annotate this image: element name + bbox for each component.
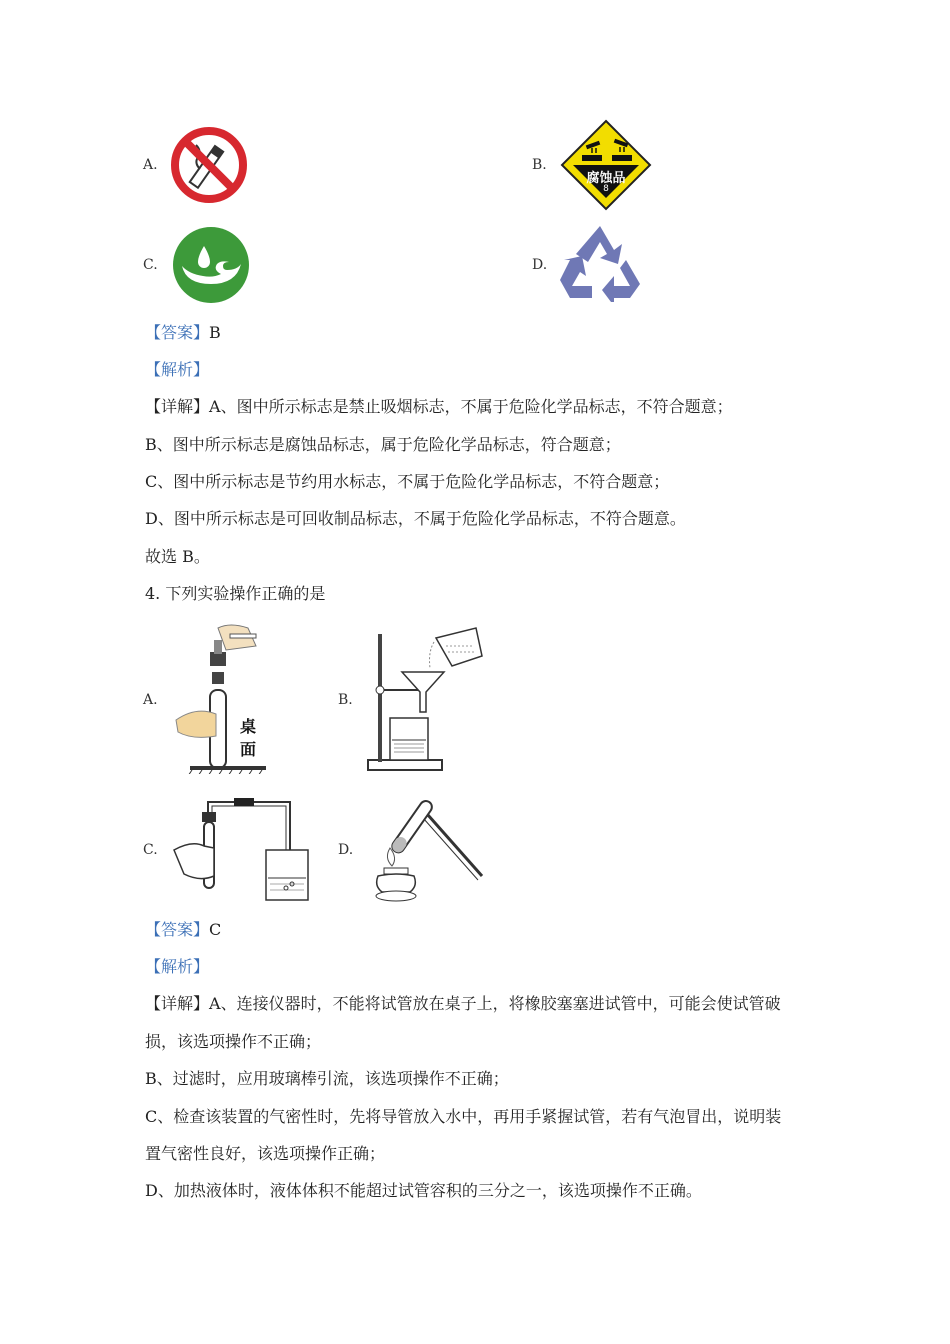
q4-analysis-tag: 【解析】 (145, 957, 210, 976)
q4-detail-line-2: 损，该选项操作不正确； (145, 1032, 322, 1051)
q4-detail-line-4: C、检查该装置的气密性时，先将导管放入水中，再用手紧握试管，若有气泡冒出，说明装 (145, 1107, 782, 1126)
desk-caption: 桌面 (240, 717, 257, 759)
q4-option-b-label: B. (338, 692, 353, 708)
option-b-label: B. (532, 157, 547, 173)
q4-answer (145, 920, 221, 940)
q4-detail-line-5: 置气密性良好，该选项操作正确； (145, 1144, 386, 1163)
q3-answer (145, 323, 221, 343)
q3-detail-line-1 (145, 397, 733, 417)
q4-option-c-label: C. (143, 842, 158, 858)
q3-analysis-tag: 【解析】 (145, 360, 210, 379)
airtightness-check-icon (168, 794, 318, 906)
heating-test-tube-icon (368, 796, 486, 908)
q3-detail-text: A、图中所示标志是禁止吸烟标志，不属于危险化学品标志，不符合题意； (209, 397, 733, 416)
q4-option-a-label: A. (143, 692, 158, 708)
q4-detail-line-1 (145, 994, 781, 1014)
q4-option-d-label: D. (338, 842, 354, 858)
water-saving-icon (172, 226, 250, 304)
option-d-label: D. (532, 257, 548, 273)
corrosive-sign-text: 腐蚀品 (586, 171, 626, 186)
option-c-label: C. (143, 257, 158, 273)
q4-detail-line-3: B、过滤时，应用玻璃棒引流，该选项操作不正确； (145, 1069, 509, 1088)
no-smoking-icon (168, 125, 250, 205)
corrosive-sign-number: 8 (603, 184, 609, 194)
filtration-apparatus-icon (366, 626, 484, 774)
stopper-test-tube-icon (170, 622, 270, 774)
corrosive-hazard-icon (560, 119, 652, 211)
option-a-label: A. (143, 157, 158, 173)
q3-detail-line-2: B、图中所示标志是腐蚀品标志，属于危险化学品标志，符合题意； (145, 435, 621, 454)
recycle-icon (556, 224, 644, 302)
q4-detail-text: A、连接仪器时，不能将试管放在桌子上，将橡胶塞塞进试管中，可能会使试管破 (209, 994, 781, 1013)
q4-answer-value: C (209, 920, 222, 939)
q4-detail-line-6: D、加热液体时，液体体积不能超过试管容积的三分之一，该选项操作不正确。 (145, 1181, 702, 1200)
q3-answer-tag: 【答案】 (145, 323, 210, 342)
q3-detail-line-4: D、图中所示标志是可回收制品标志，不属于危险化学品标志，不符合题意。 (145, 509, 686, 528)
q3-detail-line-3: C、图中所示标志是节约用水标志，不属于危险化学品标志，不符合题意； (145, 472, 670, 491)
q3-conclusion: 故选 B。 (145, 547, 210, 566)
q4-answer-tag: 【答案】 (145, 920, 210, 939)
q3-answer-value: B (209, 323, 221, 342)
q3-detail-tag: 【详解】 (145, 397, 210, 416)
q4-detail-tag: 【详解】 (145, 994, 210, 1013)
q4-title: 4. 下列实验操作正确的是 (145, 584, 326, 603)
